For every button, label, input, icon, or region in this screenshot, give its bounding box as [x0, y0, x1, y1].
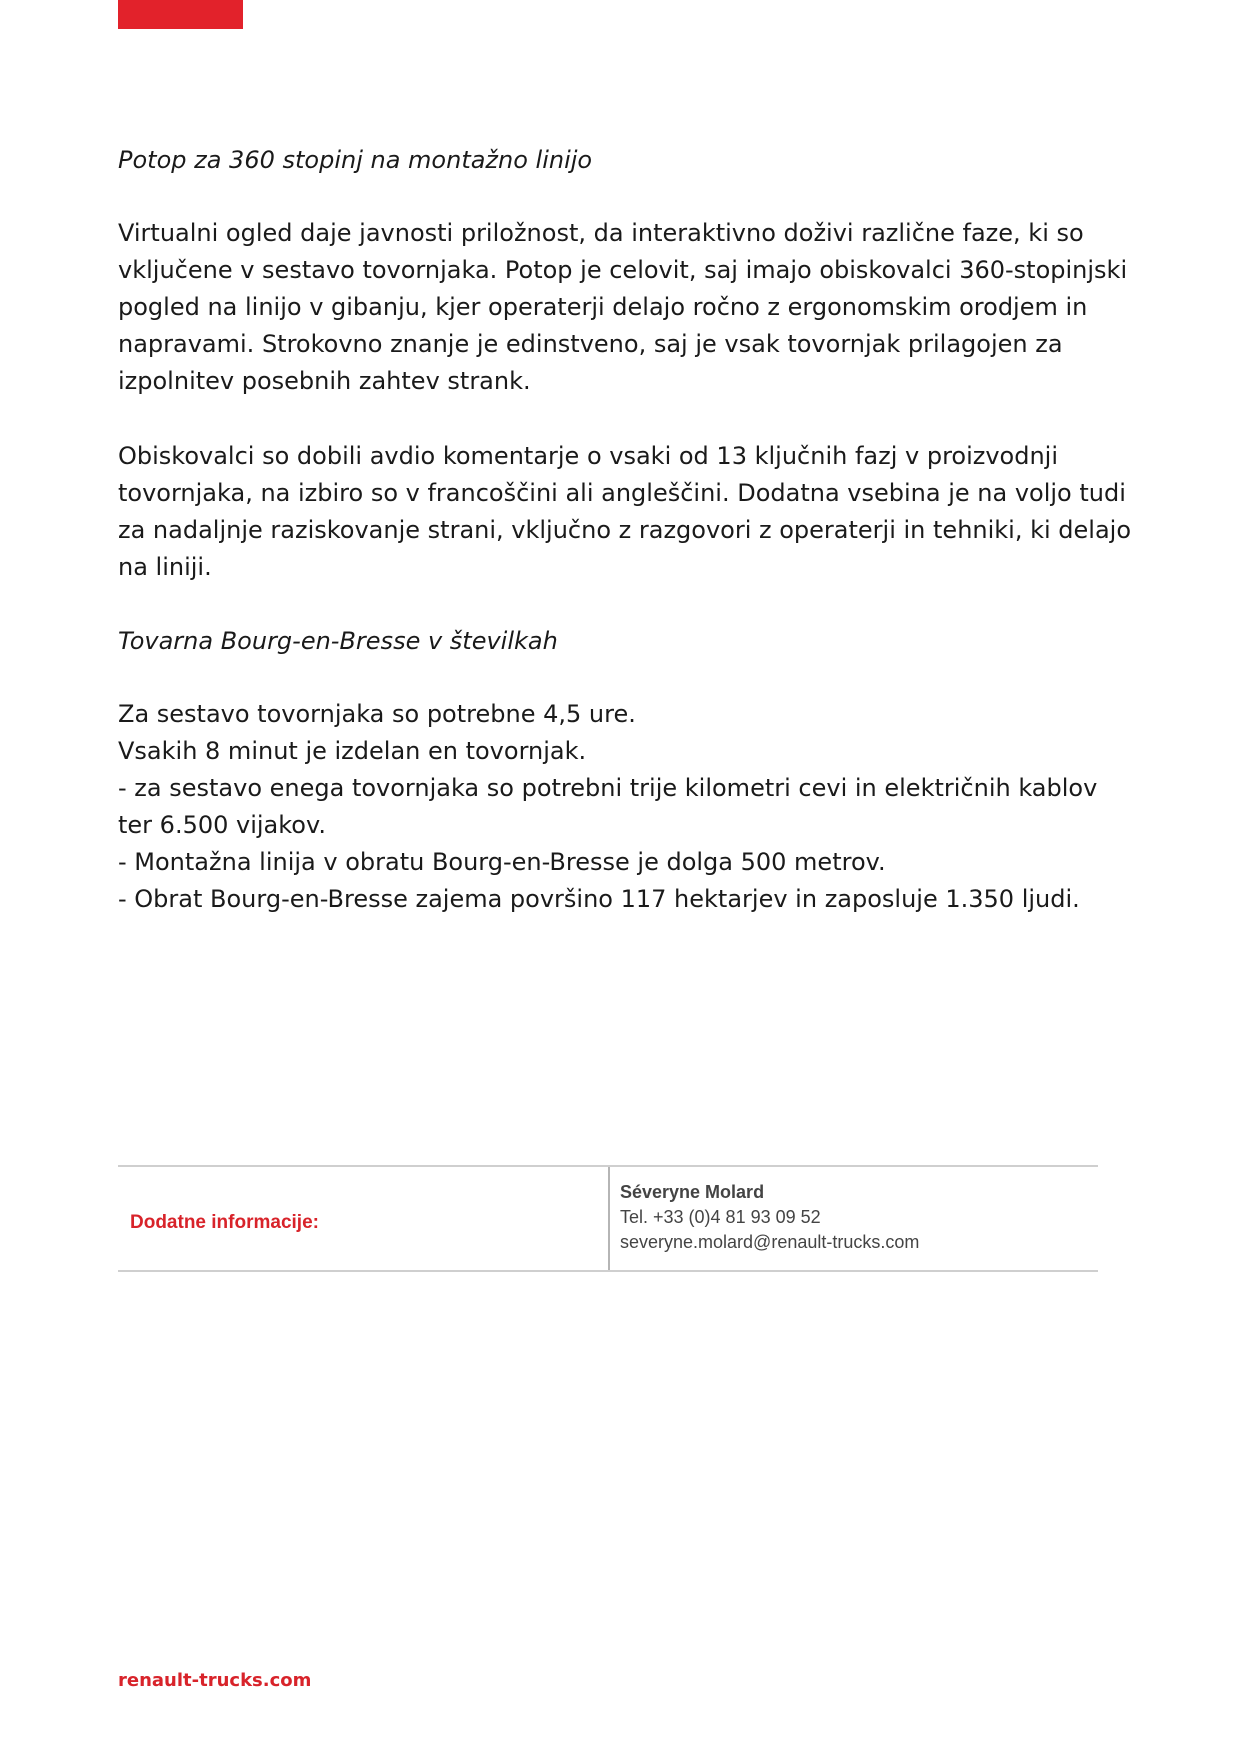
footer-website-link[interactable]: renault-trucks.com	[118, 1670, 312, 1691]
text-line: tovornjaka, na izbiro so v francoščini ali angleščini. Dodatna vsebina je na voljo tudi	[118, 479, 1126, 507]
fact-line: ter 6.500 vijakov.	[118, 811, 326, 839]
fact-line: - za sestavo enega tovornjaka so potrebni trije kilometri cevi in električnih kablov	[118, 774, 1098, 802]
section-heading-factory-figures: Tovarna Bourg-en-Bresse v številkah	[118, 627, 558, 655]
contact-phone[interactable]: Tel. +33 (0)4 81 93 09 52	[620, 1207, 821, 1227]
contact-details	[620, 1180, 919, 1255]
contact-box	[118, 1165, 1098, 1272]
text-line: napravami. Strokovno znanje je edinstveno, saj je vsak tovornjak prilagojen za	[118, 330, 1063, 358]
contact-divider	[608, 1167, 610, 1270]
fact-line: - Montažna linija v obratu Bourg-en-Bresse je dolga 500 metrov.	[118, 848, 886, 876]
text-line: vključene v sestavo tovornjaka. Potop je celovit, saj imajo obiskovalci 360-stopinjski	[118, 256, 1128, 284]
brand-color-bar	[118, 0, 243, 29]
text-line: Obiskovalci so dobili avdio komentarje o vsaki od 13 ključnih fazj v proizvodnji	[118, 442, 1059, 470]
paragraph-virtual-tour	[118, 215, 1127, 400]
fact-line: Vsakih 8 minut je izdelan en tovornjak.	[118, 737, 587, 765]
contact-label: Dodatne informacije:	[130, 1212, 319, 1233]
contact-email[interactable]: severyne.molard@renault-trucks.com	[620, 1232, 920, 1252]
contact-name: Séveryne Molard	[620, 1182, 765, 1202]
fact-line: Za sestavo tovornjaka so potrebne 4,5 ure.	[118, 700, 636, 728]
section-heading-immersion: Potop za 360 stopinj na montažno linijo	[118, 146, 593, 174]
fact-line: - Obrat Bourg-en-Bresse zajema površino 117 hektarjev in zaposluje 1.350 ljudi.	[118, 885, 1080, 913]
factory-facts-list	[118, 696, 1097, 918]
text-line: pogled na linijo v gibanju, kjer operaterji delajo ročno z ergonomskim orodjem in	[118, 293, 1088, 321]
text-line: za nadaljnje raziskovanje strani, vključno z razgovori z operaterji in tehniki, ki delajo	[118, 516, 1132, 544]
paragraph-audio-commentary	[118, 438, 1131, 586]
text-line: na liniji.	[118, 553, 212, 581]
text-line: Virtualni ogled daje javnosti priložnost, da interaktivno doživi različne faze, ki so	[118, 219, 1084, 247]
text-line: izpolnitev posebnih zahtev strank.	[118, 367, 531, 395]
